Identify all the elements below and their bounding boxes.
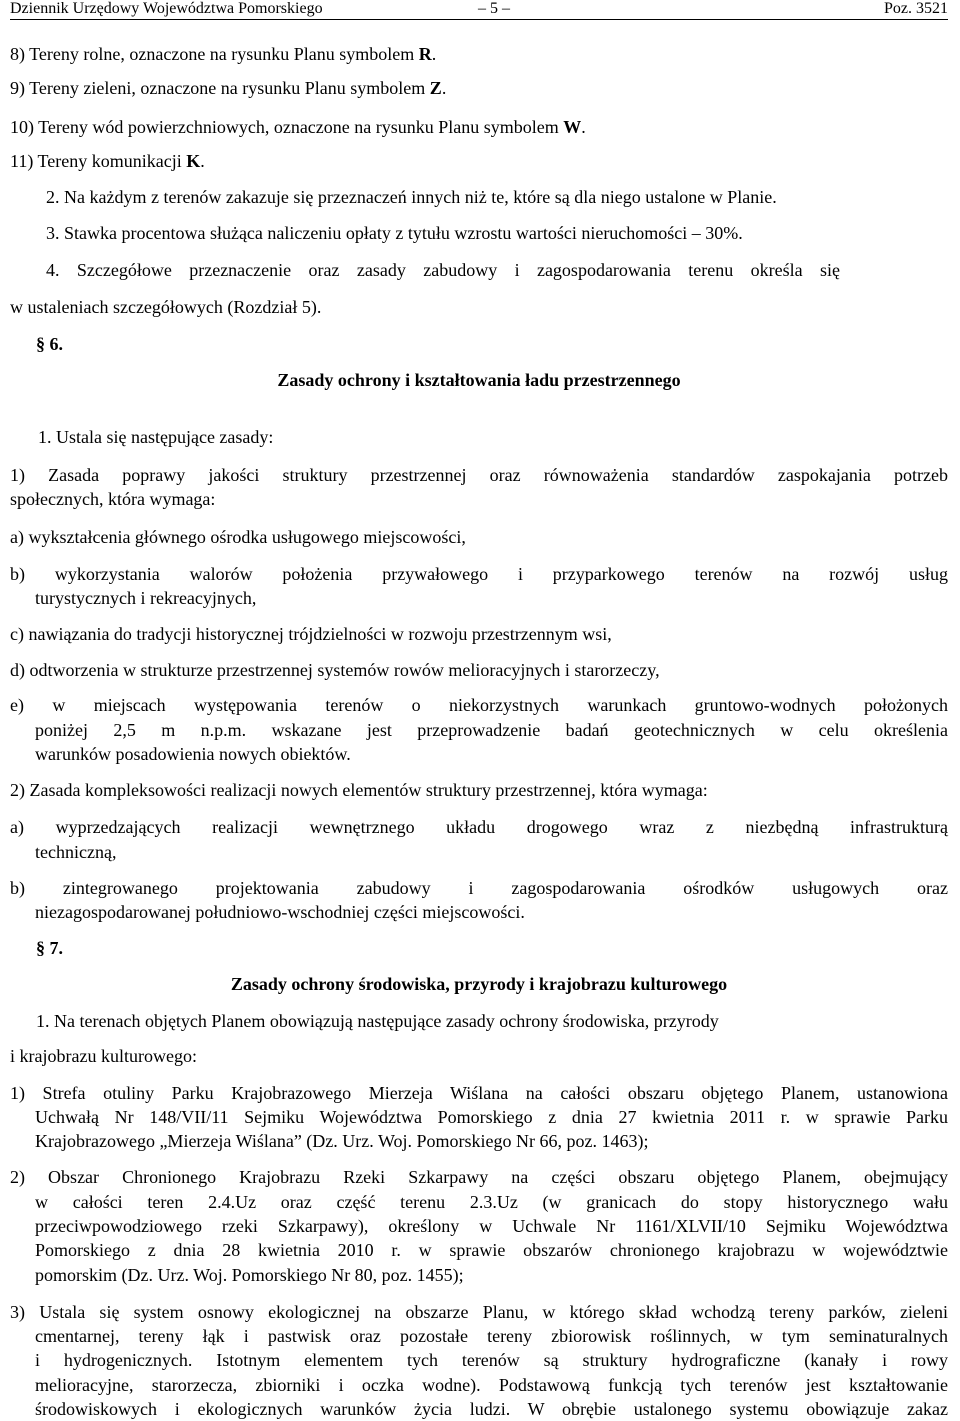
journal-name: Dziennik Urzędowy Województwa Pomorskiego: [10, 0, 323, 17]
page-number: – 5 –: [478, 0, 510, 17]
rule-1-b-line-2: turystycznych i rekreacyjnych,: [35, 588, 257, 608]
rule-2-a-line-1: a) wyprzedzających realizacji wewnętrznego układu drogowego wraz z niezbędną infrastrukturą: [10, 817, 948, 837]
rule-2: 2) Zasada kompleksowości realizacji nowych elementów struktury przestrzennej, która wymaga:: [10, 780, 708, 800]
rule-1-line-1: 1) Zasada poprawy jakości struktury przestrzennej oraz równoważenia standardów zaspokajania potrzeb: [10, 465, 948, 485]
rule-1-d: d) odtworzenia w strukturze przestrzennej systemów rowów melioracyjnych i starorzeczy,: [10, 660, 660, 680]
zone-2-line-4: Pomorskiego z dnia 28 kwietnia 2010 r. w sprawie obszarów chronionego krajobrazu w województwie: [35, 1240, 948, 1260]
paragraph-4-line-1: 4. Szczegółowe przeznaczenie oraz zasady zabudowy i zagospodarowania terenu określa się: [46, 260, 840, 280]
rule-1-c: c) nawiązania do tradycji historycznej trójdzielności w rozwoju przestrzennym wsi,: [10, 624, 612, 644]
zone-2-line-5: pomorskim (Dz. Urz. Woj. Pomorskiego Nr 80, poz. 1455);: [35, 1265, 464, 1285]
section-7-title: Zasady ochrony środowiska, przyrody i krajobrazu kulturowego: [230, 974, 728, 994]
rule-2-b-line-1: b) zintegrowanego projektowania zabudowy i zagospodarowania ośrodków usługowych oraz: [10, 878, 948, 898]
item-11: 11) Tereny komunikacji K.: [10, 151, 205, 171]
paragraph-2: 2. Na każdym z terenów zakazuje się przeznaczeń innych niż te, które są dla niego ustalone w Planie.: [46, 187, 777, 207]
paragraph-4-line-2: w ustaleniach szczegółowych (Rozdział 5).: [10, 297, 322, 317]
rule-1-e-line-3: warunków posadowienia nowych obiektów.: [35, 744, 351, 764]
section-7-para-1-line-2: i krajobrazu kulturowego:: [10, 1046, 197, 1066]
zone-3-line-3: i hydrogenicznych. Istotnym elementem tych terenów są struktury hydrograficzne (kanały i rowy: [35, 1350, 948, 1370]
section-6-para-1: 1. Ustala się następujące zasady:: [38, 427, 274, 447]
zone-3-line-1: 3) Ustala się system osnowy ekologicznej na obszarze Planu, w którego skład wchodzą tereny parków, zieleni: [10, 1302, 948, 1322]
section-7-number: § 7.: [36, 938, 63, 958]
item-10: 10) Tereny wód powierzchniowych, oznaczone na rysunku Planu symbolem W.: [10, 117, 586, 137]
rule-2-a-line-2: techniczną,: [35, 842, 117, 862]
item-8: 8) Tereny rolne, oznaczone na rysunku Planu symbolem R.: [10, 44, 437, 64]
zone-1-line-2: Uchwałą Nr 148/VII/11 Sejmiku Województwa Pomorskiego z dnia 27 kwietnia 2011 r. w sprawie Parku: [35, 1107, 948, 1127]
section-7-para-1-line-1: 1. Na terenach objętych Planem obowiązują następujące zasady ochrony środowiska, przyrody: [36, 1011, 719, 1031]
section-6-number: § 6.: [36, 334, 63, 354]
rule-1-line-2: społecznych, która wymaga:: [10, 489, 216, 509]
item-9: 9) Tereny zieleni, oznaczone na rysunku Planu symbolem Z.: [10, 78, 447, 98]
rule-1-e-line-1: e) w miejscach występowania terenów o niekorzystnych warunkach gruntowo-wodnych położonych: [10, 695, 948, 715]
zone-2-line-2: w całości teren 2.4.Uz oraz część terenu 2.3.Uz (w granicach do stopy historycznego wału: [35, 1192, 948, 1212]
section-6-title: Zasady ochrony i kształtowania ładu przestrzennego: [277, 370, 681, 390]
zone-2-line-3: przeciwpowodziowego rzeki Szkarpawy), określony w Uchwale Nr 1161/XLVII/10 Sejmiku Województwa: [35, 1216, 948, 1236]
position-number: Poz. 3521: [884, 0, 948, 17]
zone-3-line-2: cmentarnej, tereny łąk i pastwisk oraz pozostałe tereny zbiorowisk roślinnych, w tym seminaturalnych: [35, 1326, 948, 1346]
zone-1-line-1: 1) Strefa otuliny Parku Krajobrazowego Mierzeja Wiślana na całości obszaru objętego Planem, ustanowiona: [10, 1083, 948, 1103]
zone-1-line-3: Krajobrazowego „Mierzeja Wiślana” (Dz. Urz. Woj. Pomorskiego Nr 66, poz. 1463);: [35, 1131, 649, 1151]
rule-2-b-line-2: niezagospodarowanej południowo-wschodniej części miejscowości.: [35, 902, 525, 922]
page-header: [10, 0, 948, 20]
rule-1-e-line-2: poniżej 2,5 m n.p.m. wskazane jest przeprowadzenie badań geotechnicznych w celu określenia: [35, 720, 948, 740]
zone-3-line-4: melioracyjne, starorzecza, zbiorniki i oczka wodne). Podstawową funkcją tych terenów jest kształtowanie: [35, 1375, 948, 1395]
rule-1-a: a) wykształcenia głównego ośrodka usługowego miejscowości,: [10, 527, 466, 547]
paragraph-3: 3. Stawka procentowa służąca naliczeniu opłaty z tytułu wzrostu wartości nieruchomości – 30%.: [46, 223, 743, 243]
rule-1-b-line-1: b) wykorzystania walorów położenia przywałowego i przyparkowego terenów na rozwój usług: [10, 564, 948, 584]
zone-3-line-5: środowiskowych i ekologicznych warunków życia ludzi. W obrębie ustalonego systemu obowiązuje zakaz: [35, 1399, 948, 1419]
zone-2-line-1: 2) Obszar Chronionego Krajobrazu Rzeki Szkarpawy na części obszaru objętego Planem, obejmujący: [10, 1167, 948, 1187]
